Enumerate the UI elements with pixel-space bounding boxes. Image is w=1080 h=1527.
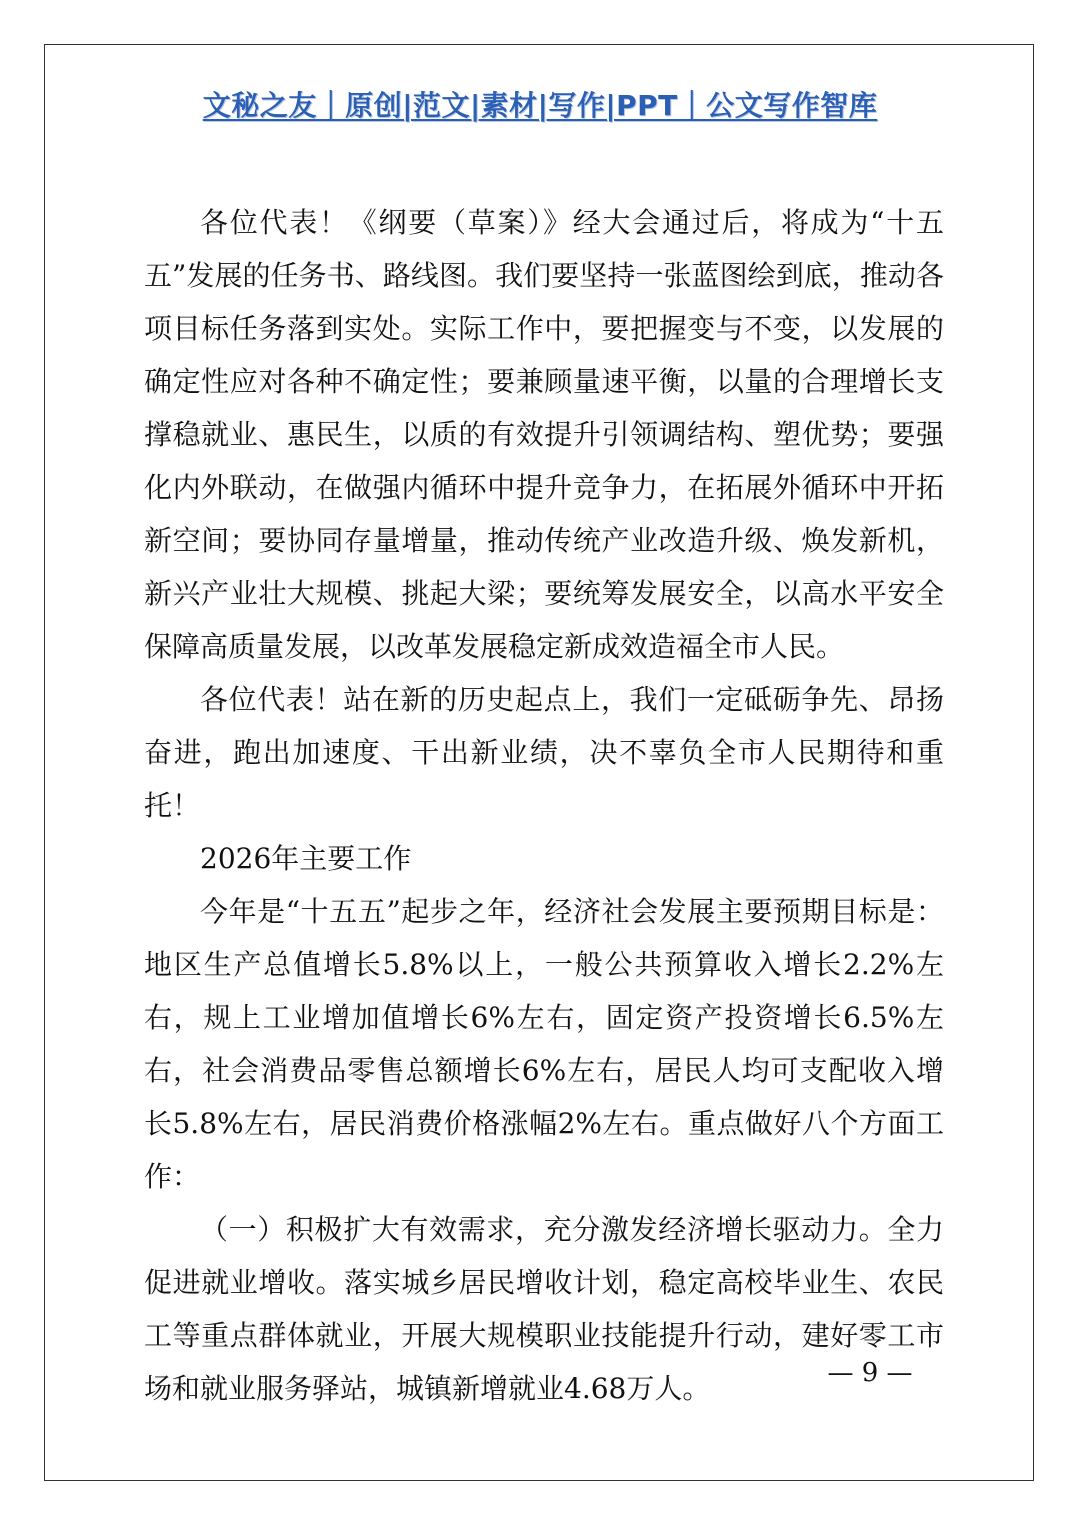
page-number: — 9 — (827, 1358, 913, 1388)
paragraph-outline-adoption: 各位代表！《纲要（草案）》经大会通过后，将成为“十五五”发展的任务书、路线图。我们要坚持一张蓝图绘到底，推动各项目标任务落到实处。实际工作中，要把握变与不变，以发展的确定性应对各种不确定性；要兼顾量速平衡，以量的合理增长支撑稳就业、惠民生，以质的有效提升引领调结构、塑优势；要强化内外联动，在做强内循环中提升竞争力，在拓展外循环中开拓新空间；要协同存量增量，推动传统产业改造升级、焕发新机，新兴产业壮大规模、挑起大梁；要统筹发展安全，以高水平安全保障高质量发展，以改革发展稳定新成效造福全市人民。 (144, 206, 944, 663)
paragraph-expand-demand: （一）积极扩大有效需求，充分激发经济增长驱动力。全力促进就业增收。落实城乡居民增收计划，稳定高校毕业生、农民工等重点群体就业，开展大规模职业技能提升行动，建好零工市场和就业服务驿站，城镇新增就业4.68万人。 (144, 1213, 944, 1405)
document-body (144, 196, 944, 1415)
paragraph-closing-pledge: 各位代表！站在新的历史起点上，我们一定砥砺争先、昂扬奋进，跑出加速度、干出新业绩，决不辜负全市人民期待和重托！ (144, 683, 944, 822)
section-heading-2026-work: 2026年主要工作 (200, 842, 412, 875)
header-banner[interactable]: 文秘之友｜原创|范文|素材|写作|PPT｜公文写作智库 (202, 89, 878, 122)
paragraph-2026-targets: 今年是“十五五”起步之年，经济社会发展主要预期目标是：地区生产总值增长5.8%以上，一般公共预算收入增长2.2%左右，规上工业增加值增长6%左右，固定资产投资增长6.5%左右，社会消费品零售总额增长6%左右，居民人均可支配收入增长5.8%左右，居民消费价格涨幅2%左右。重点做好八个方面工作： (144, 895, 944, 1193)
